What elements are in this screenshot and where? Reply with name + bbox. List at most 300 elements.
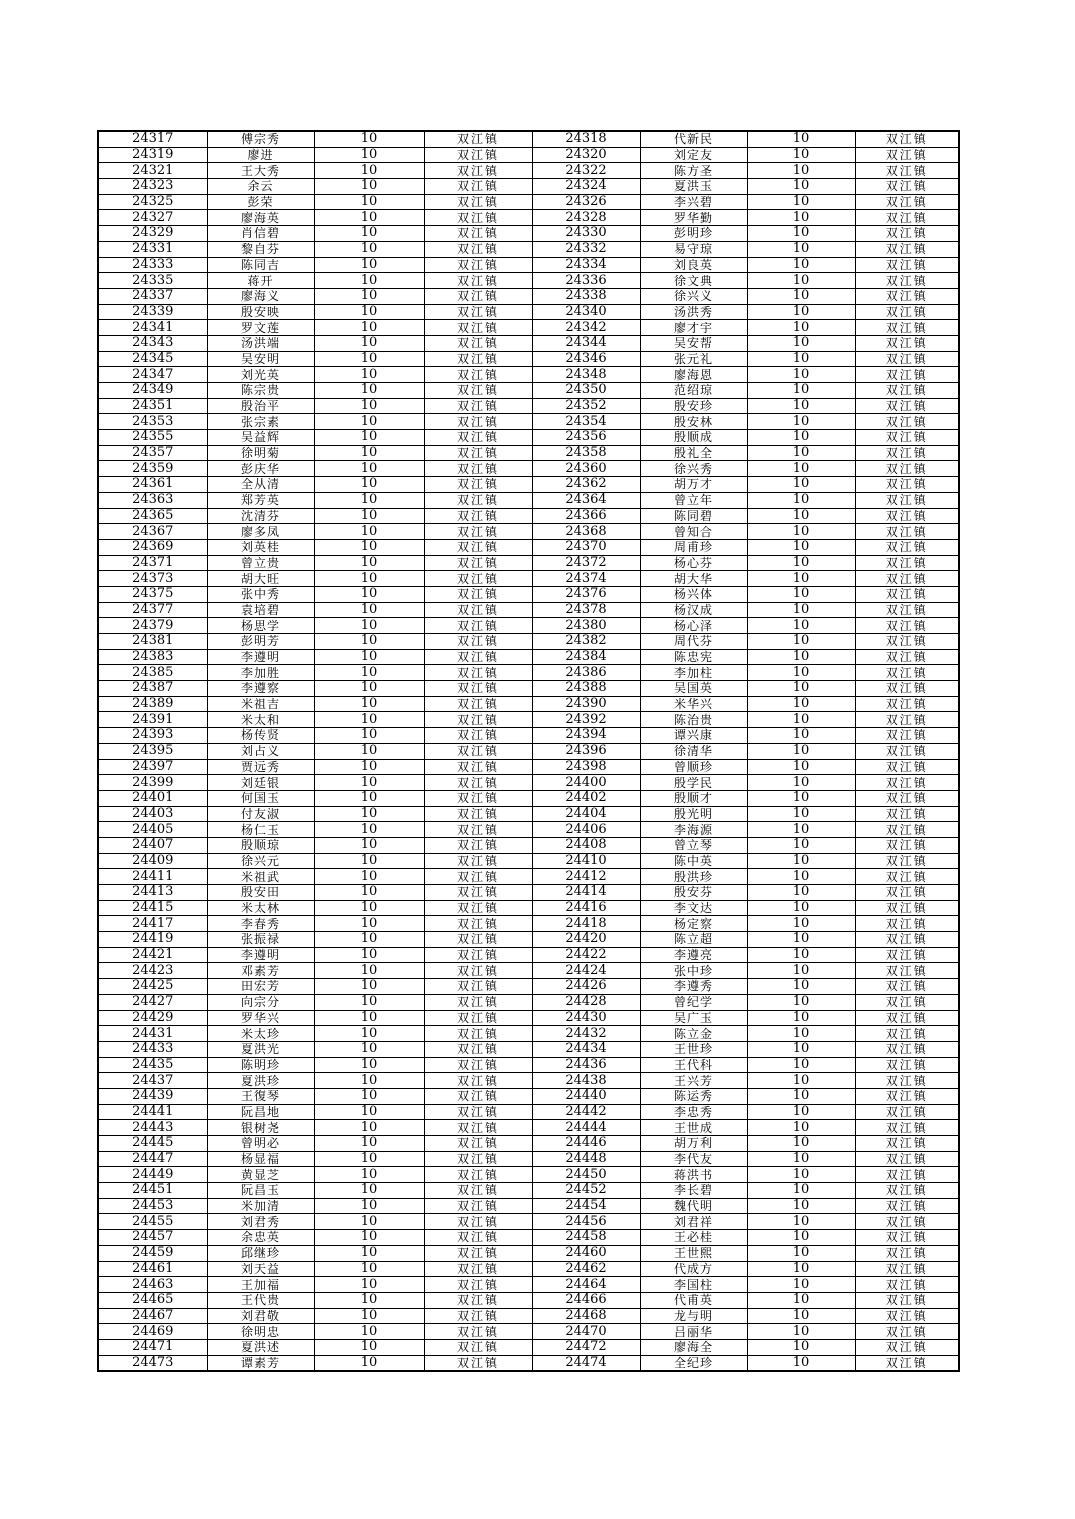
record-id-left: 24397: [98, 759, 207, 775]
record-id-left: 24351: [98, 398, 207, 414]
record-id-right: 24318: [532, 131, 640, 147]
person-name-right: 陈同碧: [640, 508, 747, 524]
town-right: 双江镇: [855, 634, 959, 650]
town-left: 双江镇: [424, 1167, 532, 1183]
town-left: 双江镇: [424, 1198, 532, 1214]
amount-left: 10: [314, 790, 424, 806]
record-id-right: 24370: [532, 539, 640, 555]
record-id-left: 24403: [98, 806, 207, 822]
record-id-right: 24356: [532, 430, 640, 446]
table-row: [98, 634, 959, 650]
town-right: 双江镇: [855, 916, 959, 932]
town-left: 双江镇: [424, 963, 532, 979]
table-row: [98, 932, 959, 948]
person-name-right: 胡万利: [640, 1136, 747, 1152]
amount-right: 10: [747, 1104, 855, 1120]
record-id-right: 24378: [532, 602, 640, 618]
table-row: [98, 1136, 959, 1152]
town-right: 双江镇: [855, 1214, 959, 1230]
town-left: 双江镇: [424, 555, 532, 571]
person-name-left: 银树尧: [207, 1120, 314, 1136]
person-name-right: 殷光明: [640, 806, 747, 822]
record-id-left: 24465: [98, 1292, 207, 1308]
person-name-right: 李国柱: [640, 1277, 747, 1293]
amount-right: 10: [747, 461, 855, 477]
person-name-left: 曾明必: [207, 1136, 314, 1152]
record-id-left: 24455: [98, 1214, 207, 1230]
town-right: 双江镇: [855, 665, 959, 681]
record-id-right: 24470: [532, 1324, 640, 1340]
town-left: 双江镇: [424, 131, 532, 147]
record-id-left: 24457: [98, 1230, 207, 1246]
record-id-right: 24330: [532, 226, 640, 242]
person-name-right: 杨定察: [640, 916, 747, 932]
table-row: [98, 712, 959, 728]
town-right: 双江镇: [855, 1355, 959, 1371]
amount-right: 10: [747, 163, 855, 179]
record-id-left: 24399: [98, 775, 207, 791]
record-id-left: 24323: [98, 179, 207, 195]
person-name-right: 周甫珍: [640, 539, 747, 555]
record-id-right: 24402: [532, 790, 640, 806]
table-row: [98, 288, 959, 304]
table-row: [98, 1183, 959, 1199]
table-row: [98, 979, 959, 995]
record-id-left: 24379: [98, 618, 207, 634]
town-right: 双江镇: [855, 1088, 959, 1104]
town-right: 双江镇: [855, 837, 959, 853]
table-row: [98, 618, 959, 634]
record-id-left: 24413: [98, 885, 207, 901]
table-row: [98, 351, 959, 367]
person-name-right: 易守琼: [640, 241, 747, 257]
table-row: [98, 508, 959, 524]
town-left: 双江镇: [424, 383, 532, 399]
person-name-right: 殷安林: [640, 414, 747, 430]
person-name-right: 吕丽华: [640, 1324, 747, 1340]
town-left: 双江镇: [424, 179, 532, 195]
person-name-left: 殷治平: [207, 398, 314, 414]
person-name-right: 殷安芬: [640, 885, 747, 901]
town-right: 双江镇: [855, 806, 959, 822]
amount-right: 10: [747, 1198, 855, 1214]
person-name-left: 黎自芬: [207, 241, 314, 257]
record-id-right: 24366: [532, 508, 640, 524]
amount-right: 10: [747, 618, 855, 634]
town-left: 双江镇: [424, 806, 532, 822]
table-row: [98, 728, 959, 744]
record-id-left: 24319: [98, 147, 207, 163]
town-right: 双江镇: [855, 932, 959, 948]
table-row: [98, 1339, 959, 1355]
town-right: 双江镇: [855, 555, 959, 571]
amount-right: 10: [747, 539, 855, 555]
amount-left: 10: [314, 1308, 424, 1324]
person-name-left: 王加福: [207, 1277, 314, 1293]
record-id-right: 24386: [532, 665, 640, 681]
amount-right: 10: [747, 492, 855, 508]
table-row: [98, 1230, 959, 1246]
record-id-right: 24328: [532, 210, 640, 226]
record-id-right: 24446: [532, 1136, 640, 1152]
record-id-right: 24448: [532, 1151, 640, 1167]
town-right: 双江镇: [855, 618, 959, 634]
table-row: [98, 963, 959, 979]
record-id-right: 24390: [532, 696, 640, 712]
person-name-left: 贾远秀: [207, 759, 314, 775]
town-left: 双江镇: [424, 461, 532, 477]
town-left: 双江镇: [424, 885, 532, 901]
amount-left: 10: [314, 524, 424, 540]
record-id-left: 24427: [98, 994, 207, 1010]
town-right: 双江镇: [855, 304, 959, 320]
person-name-left: 张中秀: [207, 586, 314, 602]
table-row: [98, 304, 959, 320]
person-name-right: 曾立琴: [640, 837, 747, 853]
amount-right: 10: [747, 445, 855, 461]
person-name-right: 陈中英: [640, 853, 747, 869]
person-name-left: 刘占义: [207, 743, 314, 759]
record-id-left: 24471: [98, 1339, 207, 1355]
table-row: [98, 775, 959, 791]
town-left: 双江镇: [424, 853, 532, 869]
amount-left: 10: [314, 1230, 424, 1246]
person-name-left: 黄显芝: [207, 1167, 314, 1183]
person-name-right: 廖才宇: [640, 320, 747, 336]
person-name-right: 李遵亮: [640, 947, 747, 963]
table-row: [98, 1026, 959, 1042]
record-id-right: 24410: [532, 853, 640, 869]
table-row: [98, 179, 959, 195]
table-row: [98, 320, 959, 336]
table-row: [98, 1151, 959, 1167]
record-id-right: 24468: [532, 1308, 640, 1324]
amount-left: 10: [314, 1136, 424, 1152]
amount-right: 10: [747, 806, 855, 822]
amount-left: 10: [314, 1292, 424, 1308]
person-name-right: 曾知合: [640, 524, 747, 540]
person-name-left: 沈清芬: [207, 508, 314, 524]
record-id-left: 24463: [98, 1277, 207, 1293]
amount-left: 10: [314, 210, 424, 226]
record-id-right: 24432: [532, 1026, 640, 1042]
person-name-left: 余云: [207, 179, 314, 195]
person-name-right: 罗华勤: [640, 210, 747, 226]
amount-left: 10: [314, 1183, 424, 1199]
amount-right: 10: [747, 430, 855, 446]
amount-right: 10: [747, 320, 855, 336]
table-row: [98, 696, 959, 712]
person-name-left: 刘君敬: [207, 1308, 314, 1324]
person-name-right: 张中珍: [640, 963, 747, 979]
person-name-left: 徐明忠: [207, 1324, 314, 1340]
person-name-right: 吴安帮: [640, 335, 747, 351]
amount-left: 10: [314, 932, 424, 948]
town-right: 双江镇: [855, 524, 959, 540]
record-id-right: 24400: [532, 775, 640, 791]
amount-right: 10: [747, 932, 855, 948]
record-id-right: 24408: [532, 837, 640, 853]
record-id-right: 24398: [532, 759, 640, 775]
town-right: 双江镇: [855, 131, 959, 147]
amount-right: 10: [747, 508, 855, 524]
town-right: 双江镇: [855, 1073, 959, 1089]
amount-left: 10: [314, 555, 424, 571]
town-right: 双江镇: [855, 900, 959, 916]
amount-left: 10: [314, 320, 424, 336]
person-name-left: 米祖武: [207, 869, 314, 885]
person-name-right: 米华兴: [640, 696, 747, 712]
person-name-right: 陈治贵: [640, 712, 747, 728]
amount-left: 10: [314, 477, 424, 493]
table-row: [98, 1324, 959, 1340]
record-id-right: 24442: [532, 1104, 640, 1120]
town-left: 双江镇: [424, 1245, 532, 1261]
table-row: [98, 743, 959, 759]
town-right: 双江镇: [855, 539, 959, 555]
record-id-left: 24339: [98, 304, 207, 320]
person-name-right: 胡大华: [640, 571, 747, 587]
person-name-left: 何国玉: [207, 790, 314, 806]
record-id-right: 24374: [532, 571, 640, 587]
amount-right: 10: [747, 383, 855, 399]
amount-right: 10: [747, 696, 855, 712]
person-name-left: 杨思学: [207, 618, 314, 634]
person-name-right: 代新民: [640, 131, 747, 147]
amount-right: 10: [747, 367, 855, 383]
amount-right: 10: [747, 743, 855, 759]
amount-left: 10: [314, 1041, 424, 1057]
record-id-right: 24324: [532, 179, 640, 195]
amount-left: 10: [314, 994, 424, 1010]
record-id-left: 24421: [98, 947, 207, 963]
town-right: 双江镇: [855, 602, 959, 618]
person-name-right: 殷学民: [640, 775, 747, 791]
town-left: 双江镇: [424, 1214, 532, 1230]
amount-right: 10: [747, 712, 855, 728]
town-right: 双江镇: [855, 822, 959, 838]
person-name-left: 廖海义: [207, 288, 314, 304]
amount-left: 10: [314, 947, 424, 963]
person-name-right: 刘良英: [640, 257, 747, 273]
table-row: [98, 681, 959, 697]
town-right: 双江镇: [855, 1151, 959, 1167]
amount-right: 10: [747, 775, 855, 791]
person-name-left: 夏洪述: [207, 1339, 314, 1355]
person-name-left: 谭素芳: [207, 1355, 314, 1371]
amount-left: 10: [314, 194, 424, 210]
person-name-left: 王大秀: [207, 163, 314, 179]
amount-right: 10: [747, 649, 855, 665]
amount-right: 10: [747, 1214, 855, 1230]
person-name-left: 郑芳英: [207, 492, 314, 508]
town-left: 双江镇: [424, 1308, 532, 1324]
amount-left: 10: [314, 1245, 424, 1261]
amount-right: 10: [747, 1136, 855, 1152]
person-name-left: 吴益辉: [207, 430, 314, 446]
table-row: [98, 1277, 959, 1293]
town-right: 双江镇: [855, 728, 959, 744]
amount-left: 10: [314, 916, 424, 932]
record-id-right: 24394: [532, 728, 640, 744]
town-right: 双江镇: [855, 681, 959, 697]
amount-right: 10: [747, 979, 855, 995]
record-id-left: 24417: [98, 916, 207, 932]
person-name-left: 王代贵: [207, 1292, 314, 1308]
town-right: 双江镇: [855, 367, 959, 383]
record-id-left: 24407: [98, 837, 207, 853]
amount-right: 10: [747, 837, 855, 853]
town-left: 双江镇: [424, 1088, 532, 1104]
town-left: 双江镇: [424, 1261, 532, 1277]
record-id-right: 24322: [532, 163, 640, 179]
town-left: 双江镇: [424, 649, 532, 665]
person-name-right: 胡万才: [640, 477, 747, 493]
town-left: 双江镇: [424, 1277, 532, 1293]
amount-left: 10: [314, 288, 424, 304]
amount-right: 10: [747, 1057, 855, 1073]
table-row: [98, 1010, 959, 1026]
record-id-left: 24461: [98, 1261, 207, 1277]
table-row: [98, 1120, 959, 1136]
town-left: 双江镇: [424, 430, 532, 446]
town-right: 双江镇: [855, 1057, 959, 1073]
record-id-left: 24437: [98, 1073, 207, 1089]
table-row: [98, 994, 959, 1010]
town-left: 双江镇: [424, 665, 532, 681]
amount-left: 10: [314, 414, 424, 430]
record-id-right: 24416: [532, 900, 640, 916]
town-left: 双江镇: [424, 524, 532, 540]
person-name-left: 夏洪光: [207, 1041, 314, 1057]
record-id-left: 24387: [98, 681, 207, 697]
amount-right: 10: [747, 790, 855, 806]
record-id-left: 24357: [98, 445, 207, 461]
table-row: [98, 147, 959, 163]
person-name-right: 吴广玉: [640, 1010, 747, 1026]
amount-right: 10: [747, 885, 855, 901]
record-id-right: 24320: [532, 147, 640, 163]
amount-right: 10: [747, 869, 855, 885]
town-left: 双江镇: [424, 602, 532, 618]
record-id-left: 24361: [98, 477, 207, 493]
amount-right: 10: [747, 210, 855, 226]
amount-left: 10: [314, 335, 424, 351]
record-id-right: 24406: [532, 822, 640, 838]
record-id-right: 24368: [532, 524, 640, 540]
amount-left: 10: [314, 383, 424, 399]
table-row: [98, 571, 959, 587]
town-right: 双江镇: [855, 743, 959, 759]
amount-left: 10: [314, 1324, 424, 1340]
person-name-right: 李加柱: [640, 665, 747, 681]
record-id-left: 24343: [98, 335, 207, 351]
town-left: 双江镇: [424, 273, 532, 289]
amount-left: 10: [314, 1339, 424, 1355]
record-id-left: 24375: [98, 586, 207, 602]
amount-left: 10: [314, 257, 424, 273]
town-left: 双江镇: [424, 147, 532, 163]
table-row: [98, 445, 959, 461]
table-row: [98, 477, 959, 493]
town-left: 双江镇: [424, 539, 532, 555]
person-name-left: 汤洪端: [207, 335, 314, 351]
person-name-right: 殷安珍: [640, 398, 747, 414]
table-row: [98, 492, 959, 508]
record-id-left: 24391: [98, 712, 207, 728]
table-row: [98, 335, 959, 351]
person-name-left: 杨仁玉: [207, 822, 314, 838]
amount-right: 10: [747, 900, 855, 916]
person-name-right: 殷顺才: [640, 790, 747, 806]
record-id-right: 24360: [532, 461, 640, 477]
town-right: 双江镇: [855, 1026, 959, 1042]
town-left: 双江镇: [424, 288, 532, 304]
amount-right: 10: [747, 1010, 855, 1026]
person-name-left: 陈同吉: [207, 257, 314, 273]
town-left: 双江镇: [424, 210, 532, 226]
town-left: 双江镇: [424, 241, 532, 257]
amount-right: 10: [747, 226, 855, 242]
table-row: [98, 1041, 959, 1057]
record-id-left: 24395: [98, 743, 207, 759]
amount-right: 10: [747, 1041, 855, 1057]
amount-right: 10: [747, 1292, 855, 1308]
amount-left: 10: [314, 963, 424, 979]
table-row: [98, 1104, 959, 1120]
record-id-left: 24381: [98, 634, 207, 650]
person-name-right: 曾立年: [640, 492, 747, 508]
amount-right: 10: [747, 194, 855, 210]
record-id-left: 24393: [98, 728, 207, 744]
person-name-right: 徐文典: [640, 273, 747, 289]
amount-left: 10: [314, 806, 424, 822]
town-right: 双江镇: [855, 775, 959, 791]
person-name-right: 夏洪玉: [640, 179, 747, 195]
amount-right: 10: [747, 1151, 855, 1167]
amount-right: 10: [747, 398, 855, 414]
town-right: 双江镇: [855, 979, 959, 995]
town-right: 双江镇: [855, 273, 959, 289]
town-right: 双江镇: [855, 1245, 959, 1261]
record-id-right: 24382: [532, 634, 640, 650]
amount-right: 10: [747, 963, 855, 979]
person-name-right: 陈运秀: [640, 1088, 747, 1104]
town-right: 双江镇: [855, 1183, 959, 1199]
table-row: [98, 916, 959, 932]
record-id-left: 24411: [98, 869, 207, 885]
record-id-right: 24458: [532, 1230, 640, 1246]
town-left: 双江镇: [424, 320, 532, 336]
town-left: 双江镇: [424, 194, 532, 210]
table-row: [98, 1214, 959, 1230]
person-name-left: 陈宗贵: [207, 383, 314, 399]
amount-left: 10: [314, 1261, 424, 1277]
person-name-left: 彭明芳: [207, 634, 314, 650]
amount-right: 10: [747, 147, 855, 163]
town-left: 双江镇: [424, 728, 532, 744]
amount-right: 10: [747, 853, 855, 869]
amount-right: 10: [747, 665, 855, 681]
amount-left: 10: [314, 696, 424, 712]
table-row: [98, 226, 959, 242]
person-name-left: 夏洪珍: [207, 1073, 314, 1089]
town-left: 双江镇: [424, 681, 532, 697]
person-name-left: 彭庆华: [207, 461, 314, 477]
town-left: 双江镇: [424, 571, 532, 587]
person-name-right: 代成方: [640, 1261, 747, 1277]
town-left: 双江镇: [424, 1355, 532, 1371]
